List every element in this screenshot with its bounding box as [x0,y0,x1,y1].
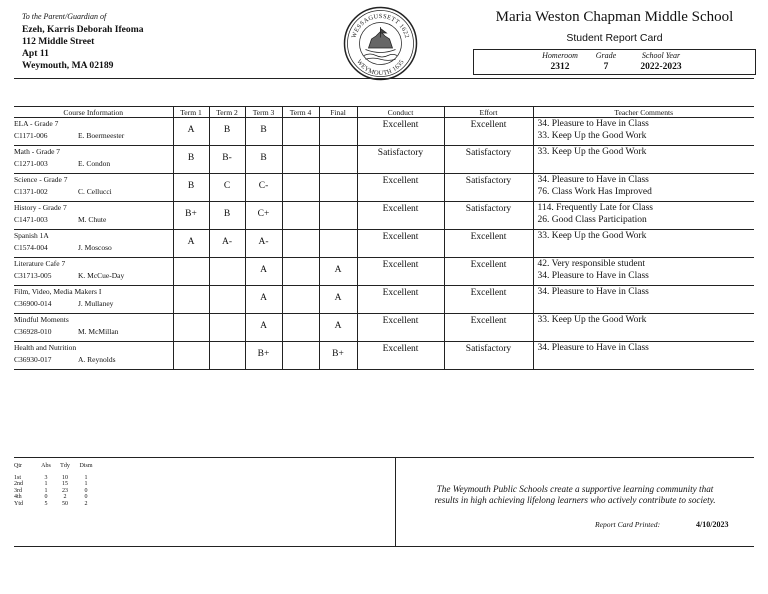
term4-grade [282,118,319,146]
course-name: Spanish 1A [14,231,49,240]
attendance-header-tdy: Tdy [60,463,70,469]
parent-address-block [22,12,222,72]
attendance-absences: 5 [44,500,48,507]
teacher-comments-cell [533,286,754,314]
printed-date: 4/10/2023 [696,520,729,529]
course-name: History - Grade 7 [14,203,67,212]
term3-grade: B+ [245,342,282,370]
homeroom-value: 2312 [550,62,570,72]
col-header-final: Final [319,107,357,118]
course-info-cell [14,258,173,286]
conduct-rating: Excellent [357,202,444,230]
effort-rating: Satisfactory [444,174,533,202]
attendance-tardies: 2 [63,494,67,500]
term1-grade: A [173,118,209,146]
teacher-comment-1: 33. Keep Up the Good Work [537,315,647,325]
teacher-comment-1: 34. Pleasure to Have in Class [537,287,649,297]
conduct-rating: Excellent [357,174,444,202]
term3-grade: C- [245,174,282,202]
effort-rating: Excellent [444,118,533,146]
term3-grade: C+ [245,202,282,230]
course-info-cell [14,146,173,174]
teacher-comments-cell [533,174,754,202]
term2-grade [209,342,245,370]
teacher-comments-cell [533,258,754,286]
teacher-comments-cell [533,202,754,230]
attendance-header-row [14,463,96,475]
course-teacher: E. Condon [78,159,111,168]
final-grade [319,230,357,258]
conduct-rating: Excellent [357,118,444,146]
col-header-term4: Term 4 [282,107,319,118]
attendance-quarter: 3rd [14,487,22,494]
printed-label: Report Card Printed: [595,520,661,529]
course-info-cell [14,314,173,342]
final-grade [319,146,357,174]
mission-statement [405,484,745,506]
term3-grade: A [245,258,282,286]
attendance-header-qtr: Qtr [14,463,22,469]
term2-grade: B- [209,146,245,174]
attendance-absences: 1 [44,487,48,494]
course-name: Science - Grade 7 [14,175,68,184]
term3-grade: A [245,314,282,342]
final-grade [319,174,357,202]
attendance-tardies: 10 [62,474,68,481]
term4-grade [282,230,319,258]
conduct-rating: Excellent [357,258,444,286]
course-teacher: M. Chute [78,215,107,224]
course-code: C1371-002 [14,187,48,196]
table-row [14,174,754,202]
term2-grade [209,286,245,314]
attendance-absences: 3 [44,474,48,481]
footer-bottom-divider [14,546,754,547]
attendance-dismissals: 2 [84,500,88,507]
table-row [14,286,754,314]
address-line-2: Apt 11 [22,48,49,59]
course-teacher: J. Mullaney [78,299,114,308]
final-grade: B+ [319,342,357,370]
term2-grade [209,314,245,342]
teacher-comment-2: 76. Class Work Has Improved [537,187,652,197]
course-name: Health and Nutrition [14,343,77,352]
seal-top-text: WESSAGUSSETT 1622 [350,12,411,40]
course-code: C1171-006 [14,131,48,140]
parent-label: To the Parent/Guardian of [22,12,107,21]
term2-grade: B [209,202,245,230]
teacher-comments-cell [533,314,754,342]
course-teacher: E. Boermeester [78,131,125,140]
attendance-dismissals: 0 [84,494,88,500]
effort-rating: Excellent [444,286,533,314]
effort-rating: Satisfactory [444,342,533,370]
school-year-cell [626,50,696,73]
course-info-cell [14,202,173,230]
seal-bottom-text: WEYMOUTH 1635 [355,58,406,78]
term3-grade: A [245,286,282,314]
table-row [14,146,754,174]
term2-grade [209,258,245,286]
term1-grade [173,314,209,342]
attendance-absences: 1 [44,481,48,487]
address-city-line: Weymouth, MA 02189 [22,60,114,71]
final-grade [319,202,357,230]
effort-rating: Excellent [444,314,533,342]
effort-rating: Excellent [444,230,533,258]
course-info-cell [14,286,173,314]
homeroom-cell [530,50,590,73]
school-year-label: School Year [641,51,681,60]
term4-grade [282,286,319,314]
grade-value: 7 [603,62,609,72]
attendance-header-abs: Abs [41,463,51,469]
mission-line-1: The Weymouth Public Schools create a supportive learning community that [436,484,714,494]
course-code: C1471-003 [14,215,48,224]
conduct-rating: Excellent [357,286,444,314]
course-code: C1271-003 [14,159,48,168]
col-header-effort: Effort [444,107,533,118]
teacher-comments-cell [533,342,754,370]
term4-grade [282,146,319,174]
course-name: Mindful Moments [14,315,69,324]
mission-line-2: results in high achieving lifelong learners who actively contribute to society. [434,495,716,505]
table-row [14,314,754,342]
table-header-row [14,107,754,118]
term1-grade [173,342,209,370]
final-grade: A [319,314,357,342]
effort-rating: Satisfactory [444,146,533,174]
course-teacher: M. McMillan [78,327,119,336]
attendance-quarter: 1st [14,474,22,481]
conduct-rating: Excellent [357,314,444,342]
term4-grade [282,314,319,342]
course-info-cell [14,118,173,146]
term3-grade: A- [245,230,282,258]
term4-grade [282,202,319,230]
course-teacher: K. McCue-Day [78,271,125,280]
table-row [14,118,754,146]
final-grade: A [319,286,357,314]
term1-grade: B+ [173,202,209,230]
attendance-tardies: 23 [62,487,68,494]
attendance-dismissals: 1 [84,481,88,487]
teacher-comment-1: 34. Pleasure to Have in Class [537,343,649,353]
conduct-rating: Excellent [357,342,444,370]
term2-grade: A- [209,230,245,258]
header-divider [14,78,754,79]
col-header-term1: Term 1 [173,107,209,118]
teacher-comment-2: 33. Keep Up the Good Work [537,131,647,141]
col-header-conduct: Conduct [357,107,444,118]
teacher-comment-1: 34. Pleasure to Have in Class [537,119,649,129]
term1-grade: B [173,174,209,202]
seal-emblem-icon [364,27,397,60]
attendance-tardies: 15 [62,481,68,487]
term1-grade [173,258,209,286]
attendance-dismissals: 0 [84,487,88,494]
final-grade [319,118,357,146]
town-seal-logo [343,6,418,81]
grade-label: Grade [595,51,617,60]
final-grade: A [319,258,357,286]
attendance-quarter: Ytd [14,500,23,507]
attendance-table [14,463,96,507]
teacher-comment-1: 33. Keep Up the Good Work [537,231,647,241]
effort-rating: Excellent [444,258,533,286]
term4-grade [282,258,319,286]
report-title: Student Report Card [566,32,663,44]
teacher-comment-1: 42. Very responsible student [537,259,645,269]
table-row [14,258,754,286]
address-line-1: 112 Middle Street [22,36,95,47]
course-name: ELA - Grade 7 [14,119,59,128]
term2-grade: C [209,174,245,202]
term4-grade [282,342,319,370]
term1-grade: A [173,230,209,258]
teacher-comment-1: 33. Keep Up the Good Work [537,147,647,157]
course-name: Literature Cafe 7 [14,259,66,268]
course-code: C1574-004 [14,243,48,252]
school-year-value: 2022-2023 [640,62,682,72]
term3-grade: B [245,118,282,146]
teacher-comment-1: 34. Pleasure to Have in Class [537,175,649,185]
attendance-row [14,501,96,508]
course-code: C31713-005 [14,271,52,280]
course-code: C36930-017 [14,355,52,364]
term1-grade: B [173,146,209,174]
grade-cell [586,50,626,73]
course-info-cell [14,342,173,370]
attendance-header-dism: Dism [79,463,93,469]
course-teacher: A. Reynolds [78,355,116,364]
table-row [14,342,754,370]
course-name: Math - Grade 7 [14,147,61,156]
grades-table [14,106,754,370]
conduct-rating: Satisfactory [357,146,444,174]
conduct-rating: Excellent [357,230,444,258]
effort-rating: Satisfactory [444,202,533,230]
table-row [14,230,754,258]
attendance-absences: 0 [44,494,48,500]
student-info-box [473,49,756,75]
course-name: Film, Video, Media Makers I [14,287,102,296]
course-teacher: J. Moscoso [78,243,112,252]
teacher-comment-2: 26. Good Class Participation [537,215,647,225]
attendance-dismissals: 1 [84,474,88,481]
attendance-quarter: 2nd [14,481,23,487]
student-name: Ezeh, Karris Deborah Ifeoma [22,24,144,35]
table-row [14,202,754,230]
term2-grade: B [209,118,245,146]
course-teacher: C. Cellucci [78,187,112,196]
homeroom-label: Homeroom [542,51,578,60]
course-info-cell [14,230,173,258]
school-name: Maria Weston Chapman Middle School [495,9,734,25]
col-header-term3: Term 3 [245,107,282,118]
col-header-course: Course Information [14,107,173,118]
teacher-comments-cell [533,230,754,258]
course-info-cell [14,174,173,202]
col-header-term2: Term 2 [209,107,245,118]
term1-grade [173,286,209,314]
term4-grade [282,174,319,202]
teacher-comment-2: 34. Pleasure to Have in Class [537,271,649,281]
course-code: C36928-010 [14,327,52,336]
col-header-comments: Teacher Comments [533,107,754,118]
footer-top-divider [14,457,754,458]
teacher-comments-cell [533,118,754,146]
attendance-tardies: 50 [62,500,68,507]
teacher-comment-1: 114. Frequently Late for Class [537,203,653,213]
footer-vertical-divider [395,457,396,547]
course-code: C36900-014 [14,299,52,308]
teacher-comments-cell [533,146,754,174]
attendance-quarter: 4th [14,494,22,500]
term3-grade: B [245,146,282,174]
